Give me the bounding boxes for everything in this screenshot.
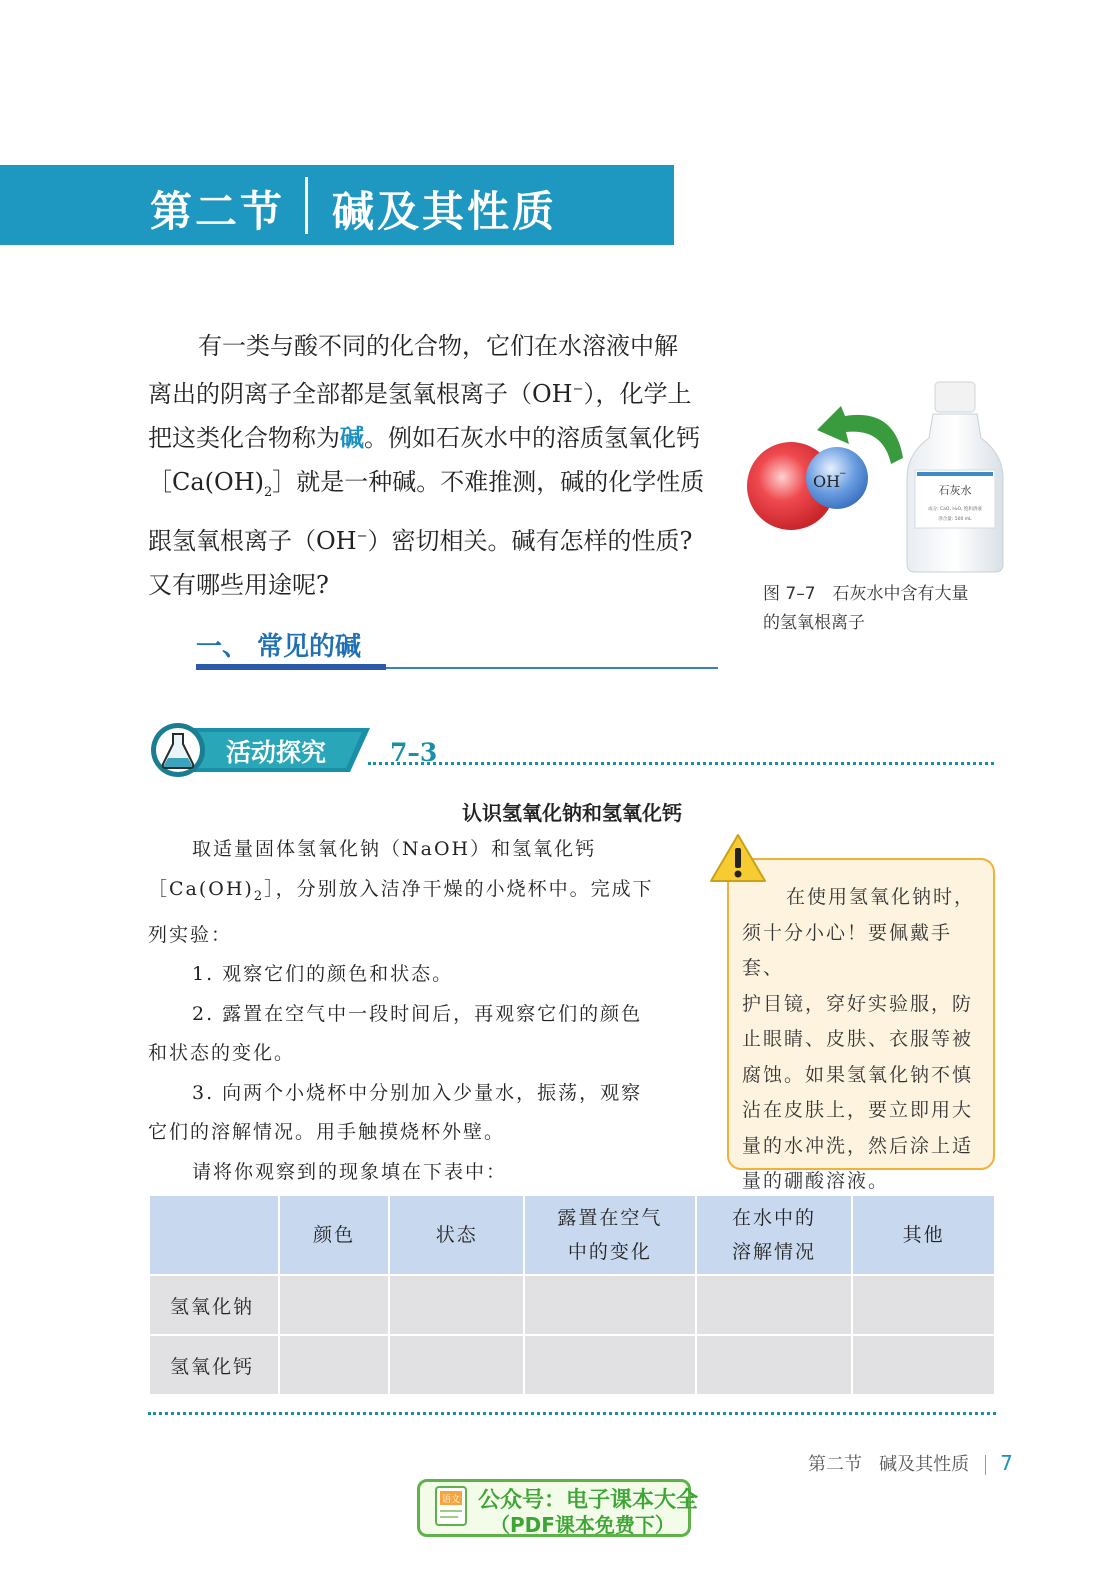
table-header-cell xyxy=(149,1195,279,1275)
page-number: 7 xyxy=(1000,1451,1013,1475)
intro-line: 跟氢氧根离子（OH−）密切相关。碱有怎样的性质? xyxy=(148,526,693,555)
table-header-cell: 状态 xyxy=(389,1195,524,1275)
figure-caption: 图 7–7 石灰水中含有大量 的氢氧根离子 xyxy=(763,584,969,633)
section-number: 第二节 xyxy=(150,187,286,236)
safety-warning-text: 在使用氢氧化钠时， 须十分小心！要佩戴手套、 护目镜，穿好实验服，防 止眼睛、皮肤、衣服等被 腐蚀。如果氢氧化钠不慎 沾在皮肤上，要立即用大 量的水冲洗，然后涂上适 量的硼酸溶液。 xyxy=(742,886,976,1192)
section-heading: 一、 常见的碱 xyxy=(196,632,362,662)
row-label: 氢氧化钙 xyxy=(149,1335,279,1395)
activity-dotted-line xyxy=(368,762,994,765)
step-1: 1. 观察它们的颜色和状态。 xyxy=(192,963,454,986)
table-row xyxy=(149,1335,995,1395)
svg-text:−: − xyxy=(839,469,847,479)
warning-icon xyxy=(708,832,768,884)
intro-line: 又有哪些用途呢? xyxy=(148,570,329,599)
footer-divider xyxy=(985,1455,987,1475)
table-header-cell: 颜色 xyxy=(279,1195,390,1275)
watermark-line-1: 公众号：电子课本大全 xyxy=(478,1488,699,1513)
svg-text:净含量: 500 mL: 净含量: 500 mL xyxy=(938,517,972,522)
table-cell[interactable] xyxy=(696,1335,853,1395)
book-icon xyxy=(432,1483,472,1533)
observation-table xyxy=(148,1194,996,1396)
intro-paragraph xyxy=(148,324,718,607)
table-cell[interactable] xyxy=(389,1335,524,1395)
page-title: 碱及其性质 xyxy=(332,187,558,236)
intro-line: 离出的阴离子全部都是氢氧根离子（OH−），化学上 xyxy=(148,380,692,408)
row-label: 氢氧化钠 xyxy=(149,1275,279,1335)
table-cell[interactable] xyxy=(524,1335,696,1395)
svg-text:语文: 语文 xyxy=(441,1495,461,1505)
table-cell[interactable] xyxy=(389,1275,524,1335)
watermark-line-2: （PDF课本免费下） xyxy=(490,1513,675,1537)
table-cell[interactable] xyxy=(852,1275,995,1335)
svg-text:石灰水: 石灰水 xyxy=(938,484,972,497)
table-cell[interactable] xyxy=(524,1275,696,1335)
table-cell[interactable] xyxy=(852,1335,995,1395)
footer-title: 碱及其性质 xyxy=(879,1454,970,1475)
section-title-banner xyxy=(0,165,674,245)
bottle-icon xyxy=(907,382,1003,572)
footer-section: 第二节 xyxy=(808,1454,862,1475)
title-divider xyxy=(305,177,308,234)
ion-label: OH xyxy=(813,472,841,491)
heading-underline-accent xyxy=(196,664,386,670)
activity-label: 活动探究 xyxy=(226,738,327,767)
activity-end-dotted-line xyxy=(148,1412,996,1415)
page-footer xyxy=(808,1450,1013,1476)
intro-line: $[Ca(OH)_2]$就是一种碱。不难推测，碱的化学性质 xyxy=(148,468,705,500)
table-cell[interactable] xyxy=(279,1275,390,1335)
activity-number: 7–3 xyxy=(390,738,438,767)
table-header-cell: 在水中的 溶解情况 xyxy=(696,1195,853,1275)
step-2: 2. 露置在空气中一段时间后，再观察它们的颜色 xyxy=(192,1002,643,1025)
svg-text:成分: CaO, H₂O, 饱和溶液: 成分: CaO, H₂O, 饱和溶液 xyxy=(928,507,982,512)
step-3: 3. 向两个小烧杯中分别加入少量水，振荡，观察 xyxy=(192,1081,643,1104)
figure-limewater xyxy=(745,378,1005,578)
table-header-cell: 露置在空气 中的变化 xyxy=(524,1195,696,1275)
table-cell[interactable] xyxy=(696,1275,853,1335)
key-term: 碱 xyxy=(340,423,364,452)
intro-line: 有一类与酸不同的化合物，它们在水溶液中解 xyxy=(198,332,678,360)
table-row xyxy=(149,1275,995,1335)
table-header-row xyxy=(149,1195,995,1275)
activity-instructions: 取适量固体氢氧化钠（NaOH）和氢氧化钙 $[Ca(OH)_2]$，分别放入洁净干燥的小烧杯中。完成下 列实验： 1. 观察它们的颜色和状态。 2. 露置在空气中一段时间后，再观察它们的颜色 和状态的变化。 3. 向两个小烧杯中分别加入少量水，振荡，观察 它们的溶解情况。用手触摸烧杯外壁。 请将你观察到的现象填在下表中： xyxy=(148,830,670,1192)
intro-line: 把这类化合物称为碱。例如石灰水中的溶质氢氧化钙 xyxy=(148,423,700,452)
table-header-cell: 其他 xyxy=(852,1195,995,1275)
table-cell[interactable] xyxy=(279,1335,390,1395)
activity-subtitle: 认识氢氧化钠和氢氧化钙 xyxy=(462,801,682,825)
